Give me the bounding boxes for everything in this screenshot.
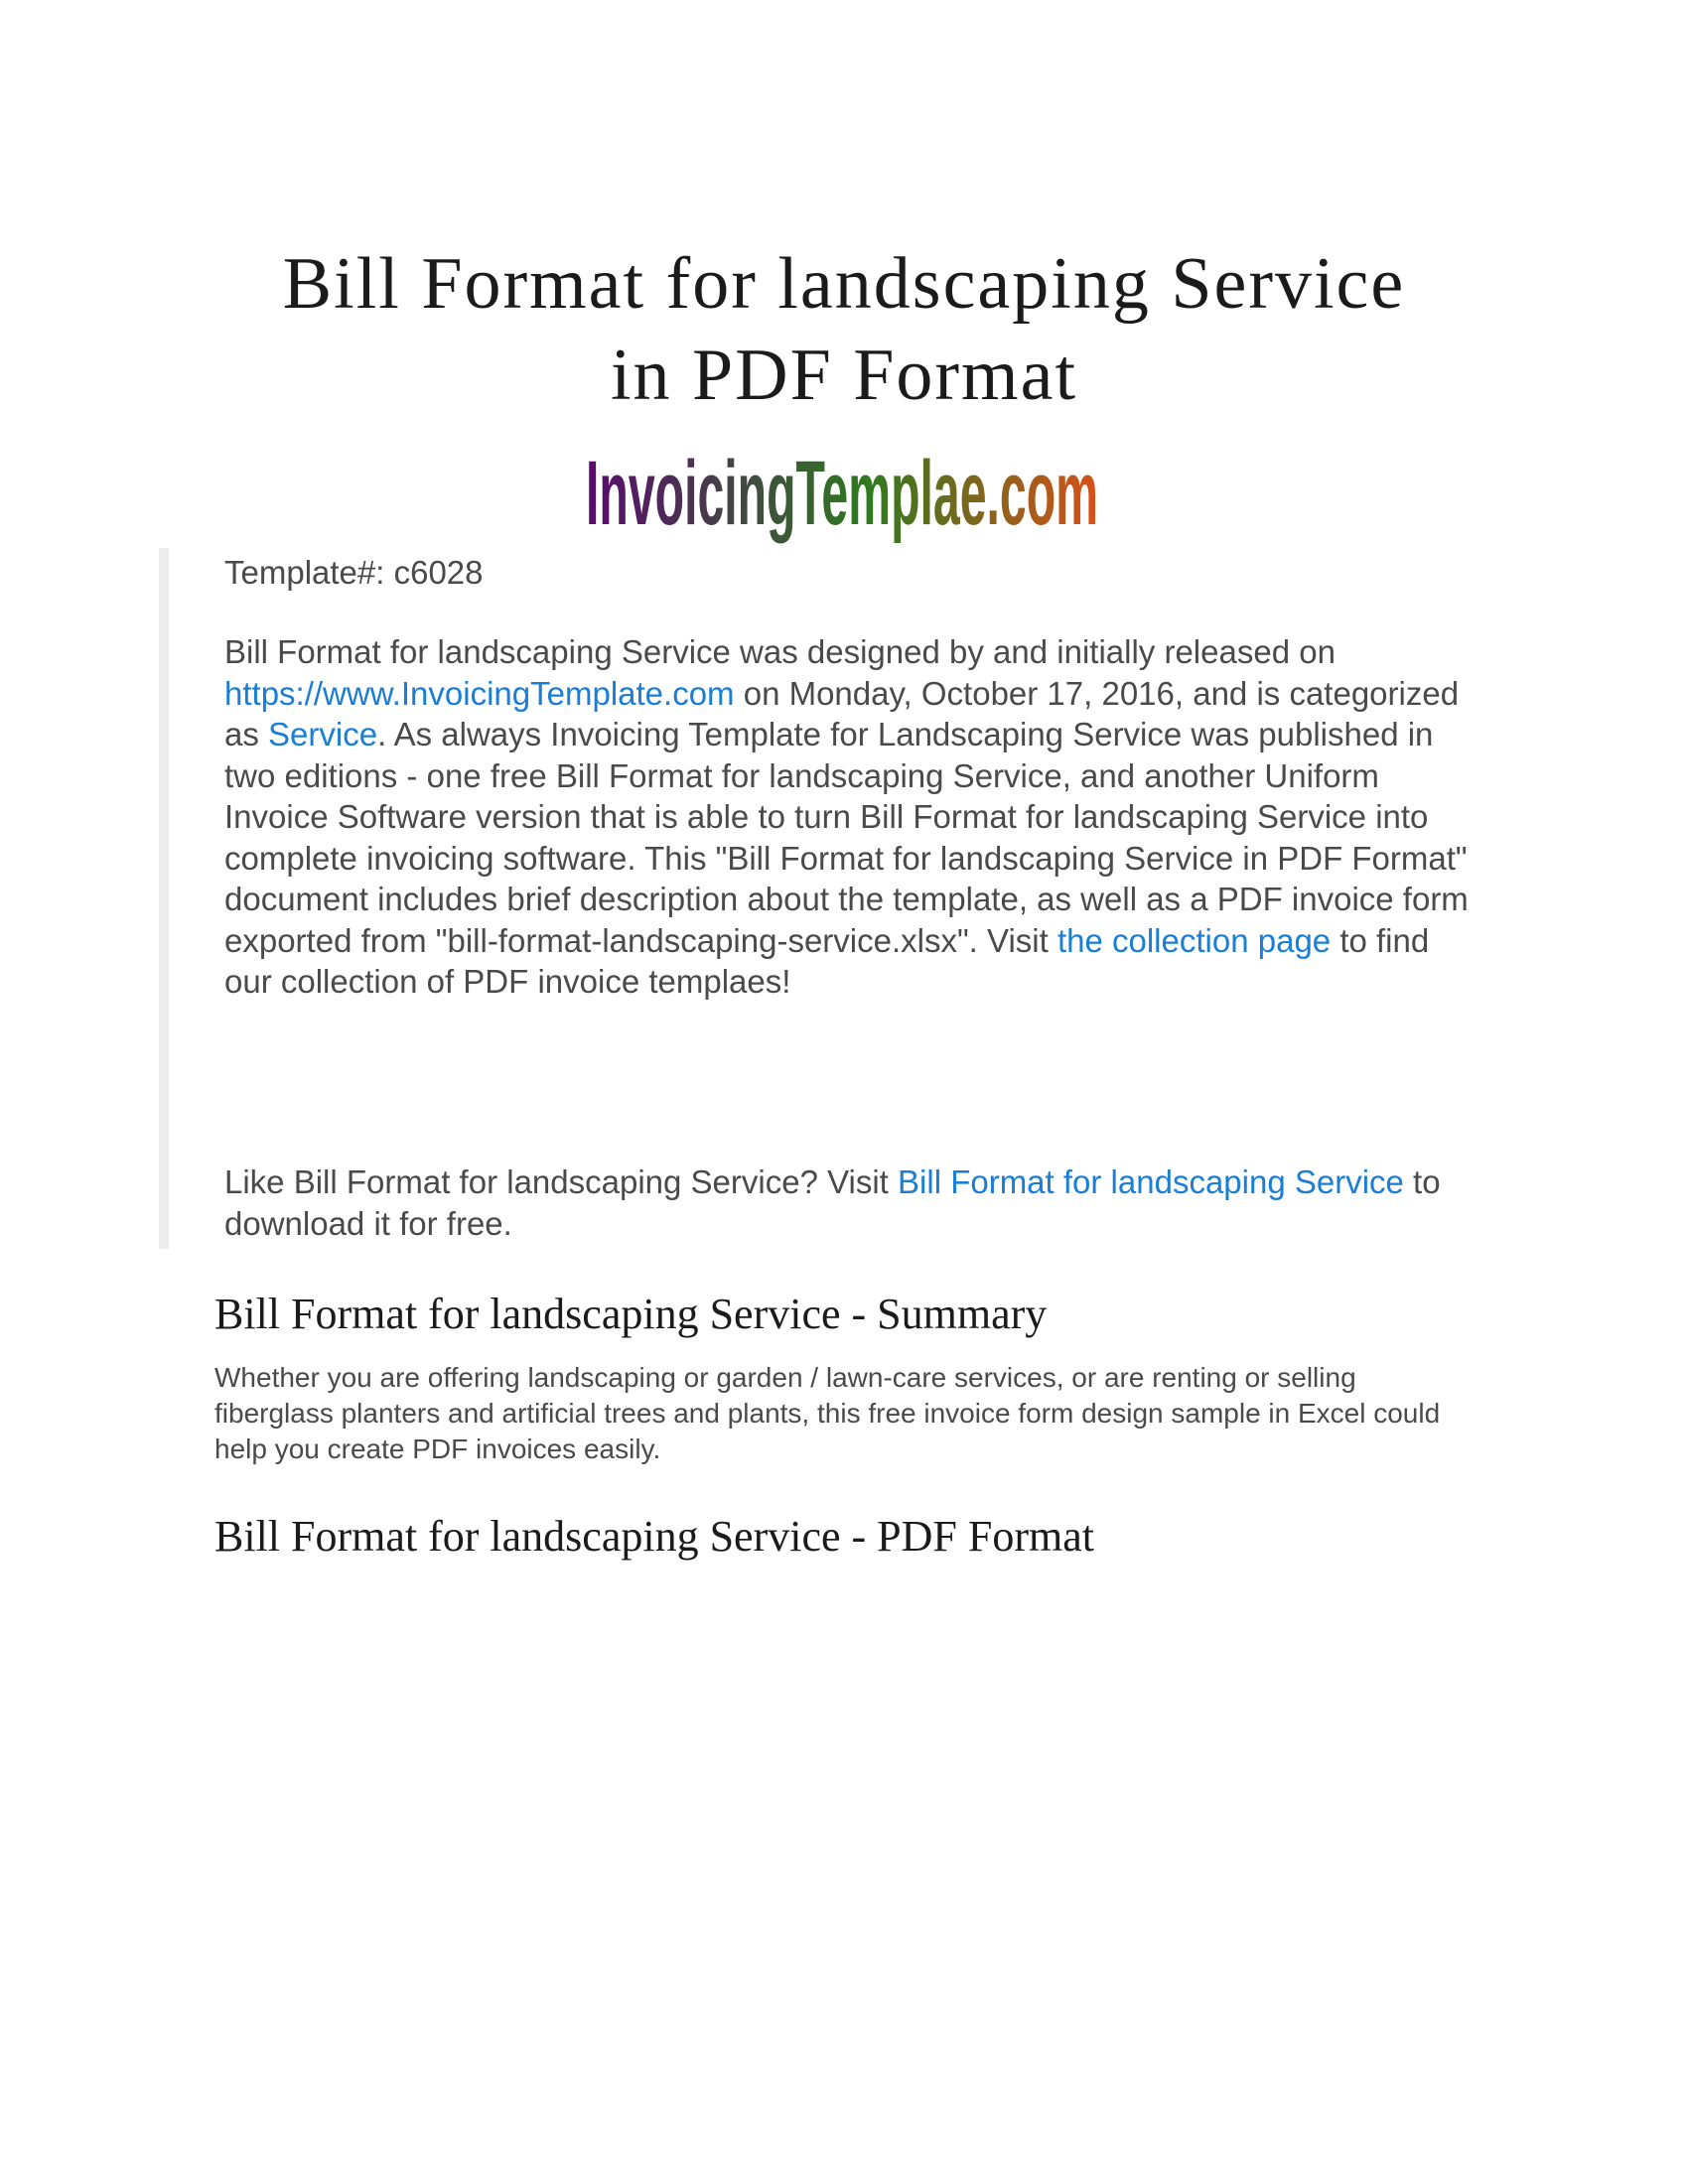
description-text-2: on Monday, October 17, 2016, and is categorized as — [224, 674, 1460, 752]
summary-text: Whether you are offering landscaping or garden / lawn-care services, or are renting or selling fiberglass planters and artificial trees and plants, this free invoice form design sample in Excel could help you create PDF invoices easily. — [214, 1362, 1441, 1464]
description-text-1: Bill Format for landscaping Service was designed by and initially released on — [224, 633, 1336, 670]
page-title — [179, 238, 1509, 421]
template-number: Template#: c6028 — [224, 554, 484, 591]
pdf-format-heading: Bill Format for landscaping Service - PDF Format — [214, 1512, 1094, 1561]
summary-heading: Bill Format for landscaping Service - Summary — [214, 1290, 1048, 1338]
category-link[interactable]: Service — [268, 716, 378, 752]
description-text-4: to find our collection of PDF invoice templaes! — [224, 921, 1430, 1000]
site-logo-text: InvoicingTemplae.com — [586, 443, 1098, 544]
download-prompt — [224, 1161, 1456, 1244]
page-title-line1: Bill Format for landscaping Service — [282, 243, 1406, 325]
download-link[interactable]: Bill Format for landscaping Service — [898, 1163, 1404, 1200]
site-link[interactable]: https://www.InvoicingTemplate.com — [224, 674, 735, 712]
template-info-box — [159, 548, 1479, 1249]
description-text-3: . As always Invoicing Template for Landscaping Service was published in two editions - one free Bill Format for landscaping Service, and another Uniform Invoice Software version that is able to turn Bill Format for landscaping Service into complete invoicing software. This "Bill Format for landscaping Service in PDF Format" document includes brief description about the template, as well as a PDF invoice form exported from "bill-format-landscaping-service.xlsx". Visit — [224, 716, 1469, 959]
site-logo — [586, 441, 1102, 544]
page-title-line2: in PDF Format — [610, 335, 1078, 416]
download-prompt-text-2: to download it for free. — [224, 1163, 1441, 1242]
download-prompt-text-1: Like Bill Format for landscaping Service? Visit — [224, 1163, 899, 1200]
template-description — [224, 631, 1476, 1003]
collection-page-link[interactable]: the collection page — [1056, 921, 1332, 959]
